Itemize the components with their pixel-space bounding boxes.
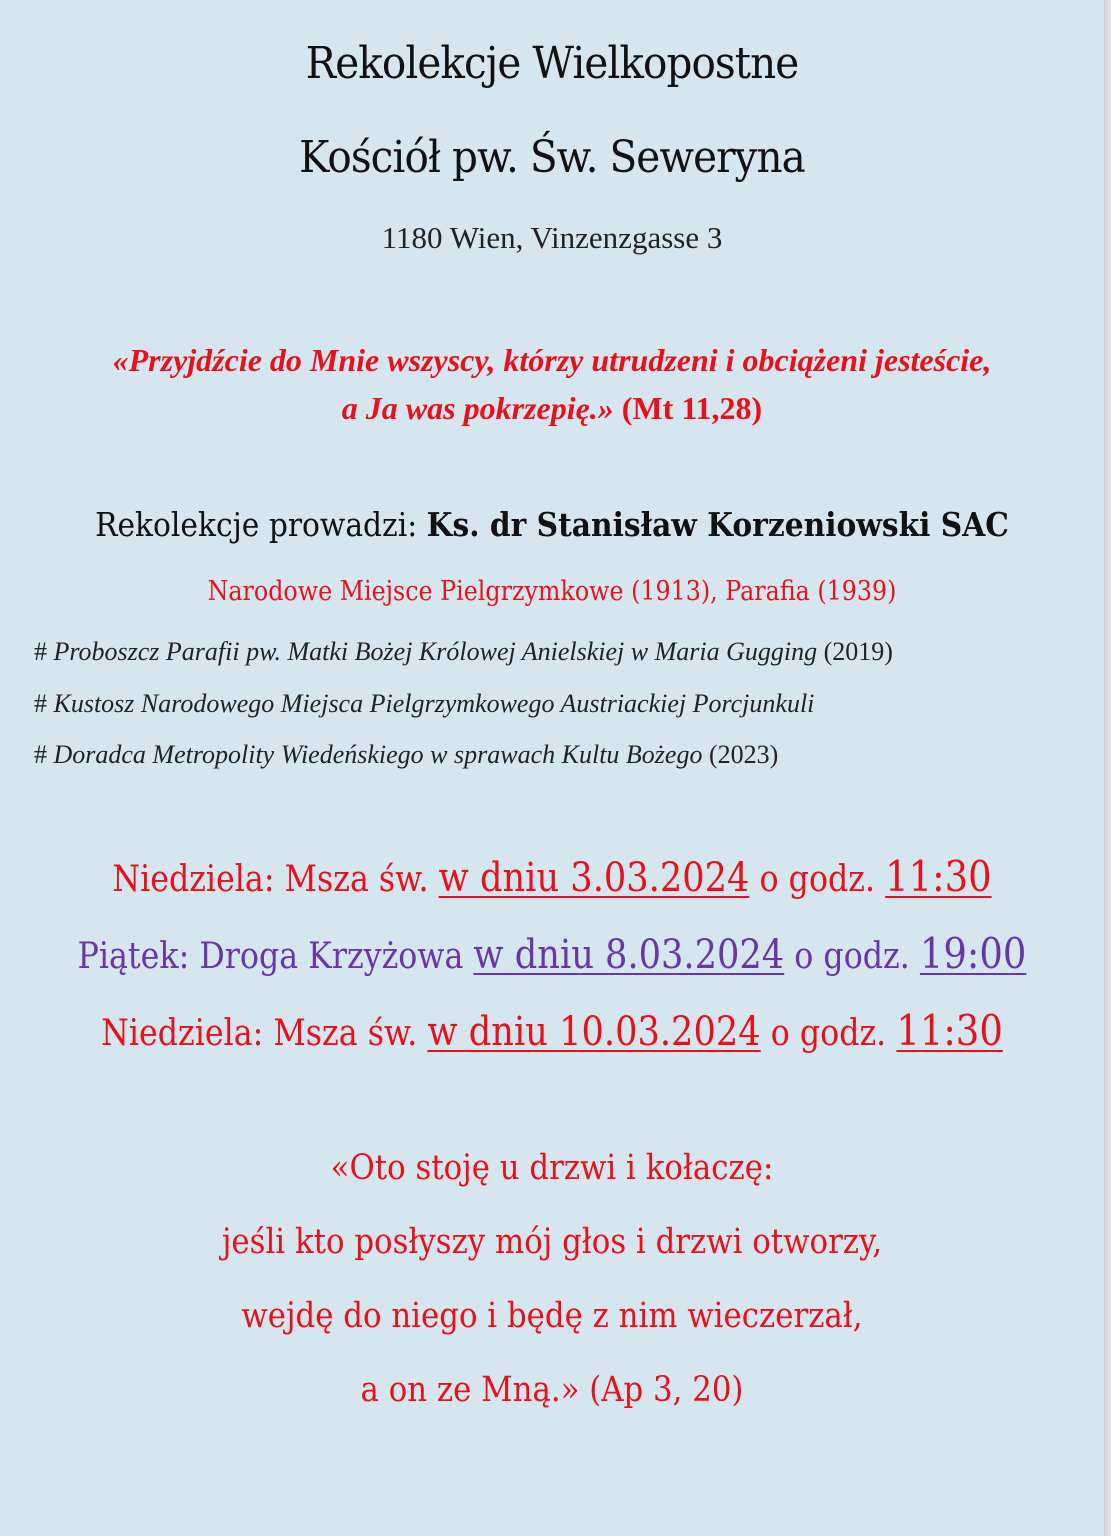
schedule-item-friday	[66, 929, 1038, 978]
event-date: w dniu 10.03.2024	[427, 1009, 761, 1055]
leader-name: Ks. dr Stanisław Korzeniowski SAC	[426, 505, 1009, 544]
title-line-1: Rekolekcje Wielkopostne	[305, 38, 799, 89]
event-time: 11:30	[896, 1006, 1003, 1055]
hash-marker: #	[34, 637, 54, 666]
opening-quote-line-1: «Przyjdźcie do Mnie wszyscy, którzy utrudzeni i obciążeni jesteście,	[112, 342, 992, 378]
role-year: (2023)	[702, 740, 779, 769]
event-date: w dniu 3.03.2024	[438, 855, 750, 901]
event-name: Niedziela: Msza św.	[101, 1013, 428, 1054]
leader-label: Rekolekcje prowadzi:	[95, 505, 427, 544]
event-date: w dniu 8.03.2024	[473, 932, 785, 978]
event-time: 19:00	[919, 929, 1027, 978]
opening-quote-line-2	[0, 390, 1104, 427]
page-edge-shadow	[1104, 0, 1111, 1536]
closing-quote-line-3: wejdę do niego i będę z nim wieczerzał,	[241, 1296, 863, 1336]
opening-quote-text: a Ja was pokrzepię.»	[341, 390, 614, 426]
role-text: Doradca Metropolity Wiedeńskiego w sprawach Kultu Bożego	[53, 740, 703, 769]
role-item	[34, 637, 893, 667]
opening-quote-reference: (Mt 11,28)	[613, 390, 763, 426]
hash-marker: #	[34, 689, 54, 718]
role-year: (2019)	[817, 637, 893, 666]
closing-quote-line-1: «Oto stoję u drzwi i kołaczę:	[330, 1148, 774, 1188]
role-text: Kustosz Narodowego Miejsca Pielgrzymkowego Austriackiej Porcjunkuli	[53, 689, 815, 718]
leader-subtitle: Narodowe Miejsce Pielgrzymkowe (1913), Parafia (1939)	[207, 576, 897, 607]
closing-quote-line-4: a on ze Mną.» (Ap 3, 20)	[360, 1370, 744, 1410]
schedule-item-sunday-1	[66, 852, 1038, 901]
role-item	[34, 689, 814, 719]
event-name: Niedziela: Msza św.	[112, 859, 439, 900]
role-item	[34, 740, 778, 770]
retreat-leader	[55, 505, 1049, 544]
event-time-label: o godz.	[749, 859, 886, 900]
event-time-label: o godz.	[784, 936, 920, 977]
schedule-item-sunday-2	[66, 1006, 1038, 1055]
title-line-2: Kościół pw. Św. Seweryna	[299, 132, 805, 183]
role-text: Proboszcz Parafii pw. Matki Bożej Królowej Anielskiej w Maria Gugging	[53, 637, 818, 666]
event-name: Piątek: Droga Krzyżowa	[77, 936, 474, 977]
hash-marker: #	[34, 740, 54, 769]
event-time: 11:30	[885, 852, 992, 901]
address: 1180 Wien, Vinzenzgasse 3	[381, 220, 723, 255]
event-time-label: o godz.	[760, 1013, 897, 1054]
closing-quote-line-2: jeśli kto posłyszy mój głos i drzwi otworzy,	[221, 1222, 883, 1262]
